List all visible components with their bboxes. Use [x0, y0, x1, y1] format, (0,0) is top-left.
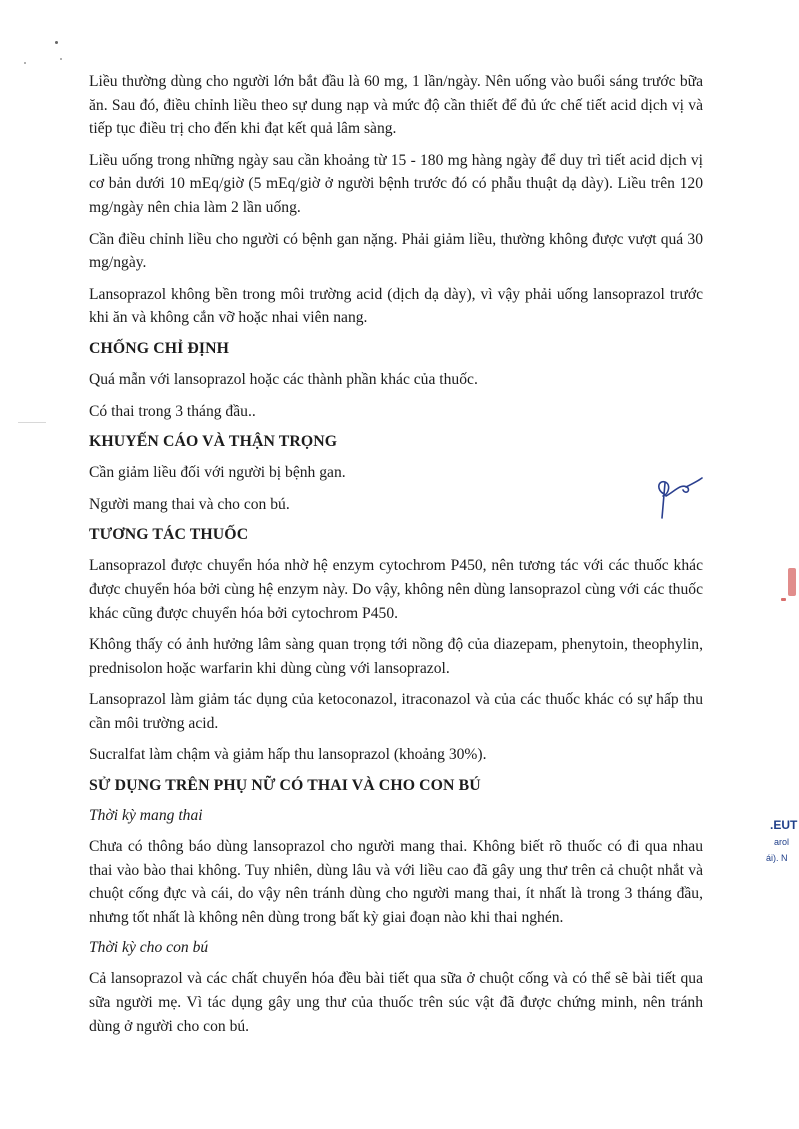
handwritten-signature: [652, 474, 704, 520]
warnings-heading: KHUYẾN CÁO VÀ THẬN TRỌNG: [89, 433, 338, 451]
contraindications-paragraph-1: Quá mẫn với lansoprazol hoặc các thành phần khác của thuốc.: [89, 370, 478, 388]
interactions-paragraph-3: Lansoprazol làm giảm tác dụng của ketoconazol, itraconazol và của các thuốc khác có sự hấp thu cần môi trường acid.: [89, 691, 703, 732]
scan-line-mark: [18, 422, 46, 423]
dosage-paragraph-3: Cần điều chỉnh liều cho người có bệnh gan nặng. Phải giảm liều, thường không được vượt quá 30 mg/ngày.: [89, 230, 703, 272]
pregnancy-subheading: Thời kỳ mang thai: [89, 807, 203, 825]
lactation-paragraph: Cả lansoprazol và các chất chuyển hóa đều bài tiết qua sữa ở chuột cống và có thể sẽ bài tiết qua sữa người mẹ. Vì tác dụng gây ung thư của thuốc trên súc vật đã được chứng minh, nên tránh dùng ở người cho con bú.: [89, 970, 703, 1035]
red-stamp-mark: [788, 568, 796, 596]
pregnancy-lactation-heading: SỬ DỤNG TRÊN PHỤ NỮ CÓ THAI VÀ CHO CON BÚ: [89, 777, 481, 795]
contraindications-heading: CHỐNG CHỈ ĐỊNH: [89, 339, 230, 357]
scan-dot: [24, 62, 26, 64]
dosage-paragraph-1: Liều thường dùng cho người lớn bắt đầu là 60 mg, 1 lần/ngày. Nên uống vào buổi sáng trước bữa ăn. Sau đó, điều chỉnh liều theo sự dung nạp và mức độ cần thiết để đủ ức chế tiết acid dịch vị và tiếp tục điều trị cho đến khi đạt kết quả lâm sàng.: [89, 73, 703, 138]
scan-dot: [60, 58, 62, 60]
contraindications-paragraph-2: Có thai trong 3 tháng đầu..: [89, 402, 256, 420]
dosage-paragraph-2: Liều uống trong những ngày sau cần khoảng từ 15 - 180 mg hàng ngày để duy trì tiết acid dịch vị cơ bản dưới 10 mEq/giờ (5 mEq/giờ ở người bệnh trước đó có phẫu thuật dạ dày). Liều trên 120 mg/ngày nên chia làm 2 lần uống.: [89, 151, 703, 216]
document-body: [89, 70, 703, 1046]
stamp-text-line-3: ái). N: [766, 853, 788, 863]
interactions-heading: TƯƠNG TÁC THUỐC: [89, 526, 249, 544]
interactions-paragraph-4: Sucralfat làm chậm và giảm hấp thu lansoprazol (khoảng 30%).: [89, 746, 487, 764]
red-stamp-mark: [781, 598, 786, 601]
warnings-paragraph-2: Người mang thai và cho con bú.: [89, 495, 290, 513]
scan-dot: [55, 41, 58, 44]
interactions-paragraph-1: Lansoprazol được chuyển hóa nhờ hệ enzym cytochrom P450, nên tương tác với các thuốc khác được chuyển hóa bởi cùng hệ enzym này. Do vậy, không nên dùng lansoprazol cùng với các thuốc khác cũng được chuyển hóa bởi cytochrom P450.: [89, 557, 703, 622]
pregnancy-paragraph: Chưa có thông báo dùng lansoprazol cho người mang thai. Không biết rõ thuốc có đi qua nhau thai vào bào thai không. Tuy nhiên, dùng lâu và với liều cao đã gây ung thư trên cả chuột nhắt và chuột cống đực và cái, do vậy nên tránh dùng cho người mang thai, ít nhất là trong 3 tháng đầu, nhưng tốt nhất là không nên dùng trong bất kỳ giai đoạn nào khi thai nghén.: [89, 838, 703, 926]
dosage-paragraph-4: Lansoprazol không bền trong môi trường acid (dịch dạ dày), vì vậy phải uống lansoprazol trước khi ăn và không cắn vỡ hoặc nhai viên nang.: [89, 285, 703, 327]
stamp-text-line-2: arol: [774, 837, 790, 847]
warnings-paragraph-1: Cần giảm liều đối với người bị bệnh gan.: [89, 464, 346, 482]
interactions-paragraph-2: Không thấy có ảnh hưởng lâm sàng quan trọng tới nồng độ của diazepam, phenytoin, theophylin, prednisolon hoặc warfarin khi dùng cùng với lansoprazol.: [89, 636, 703, 677]
stamp-text-line-1: .EUT: [770, 818, 798, 832]
lactation-subheading: Thời kỳ cho con bú: [89, 939, 209, 957]
